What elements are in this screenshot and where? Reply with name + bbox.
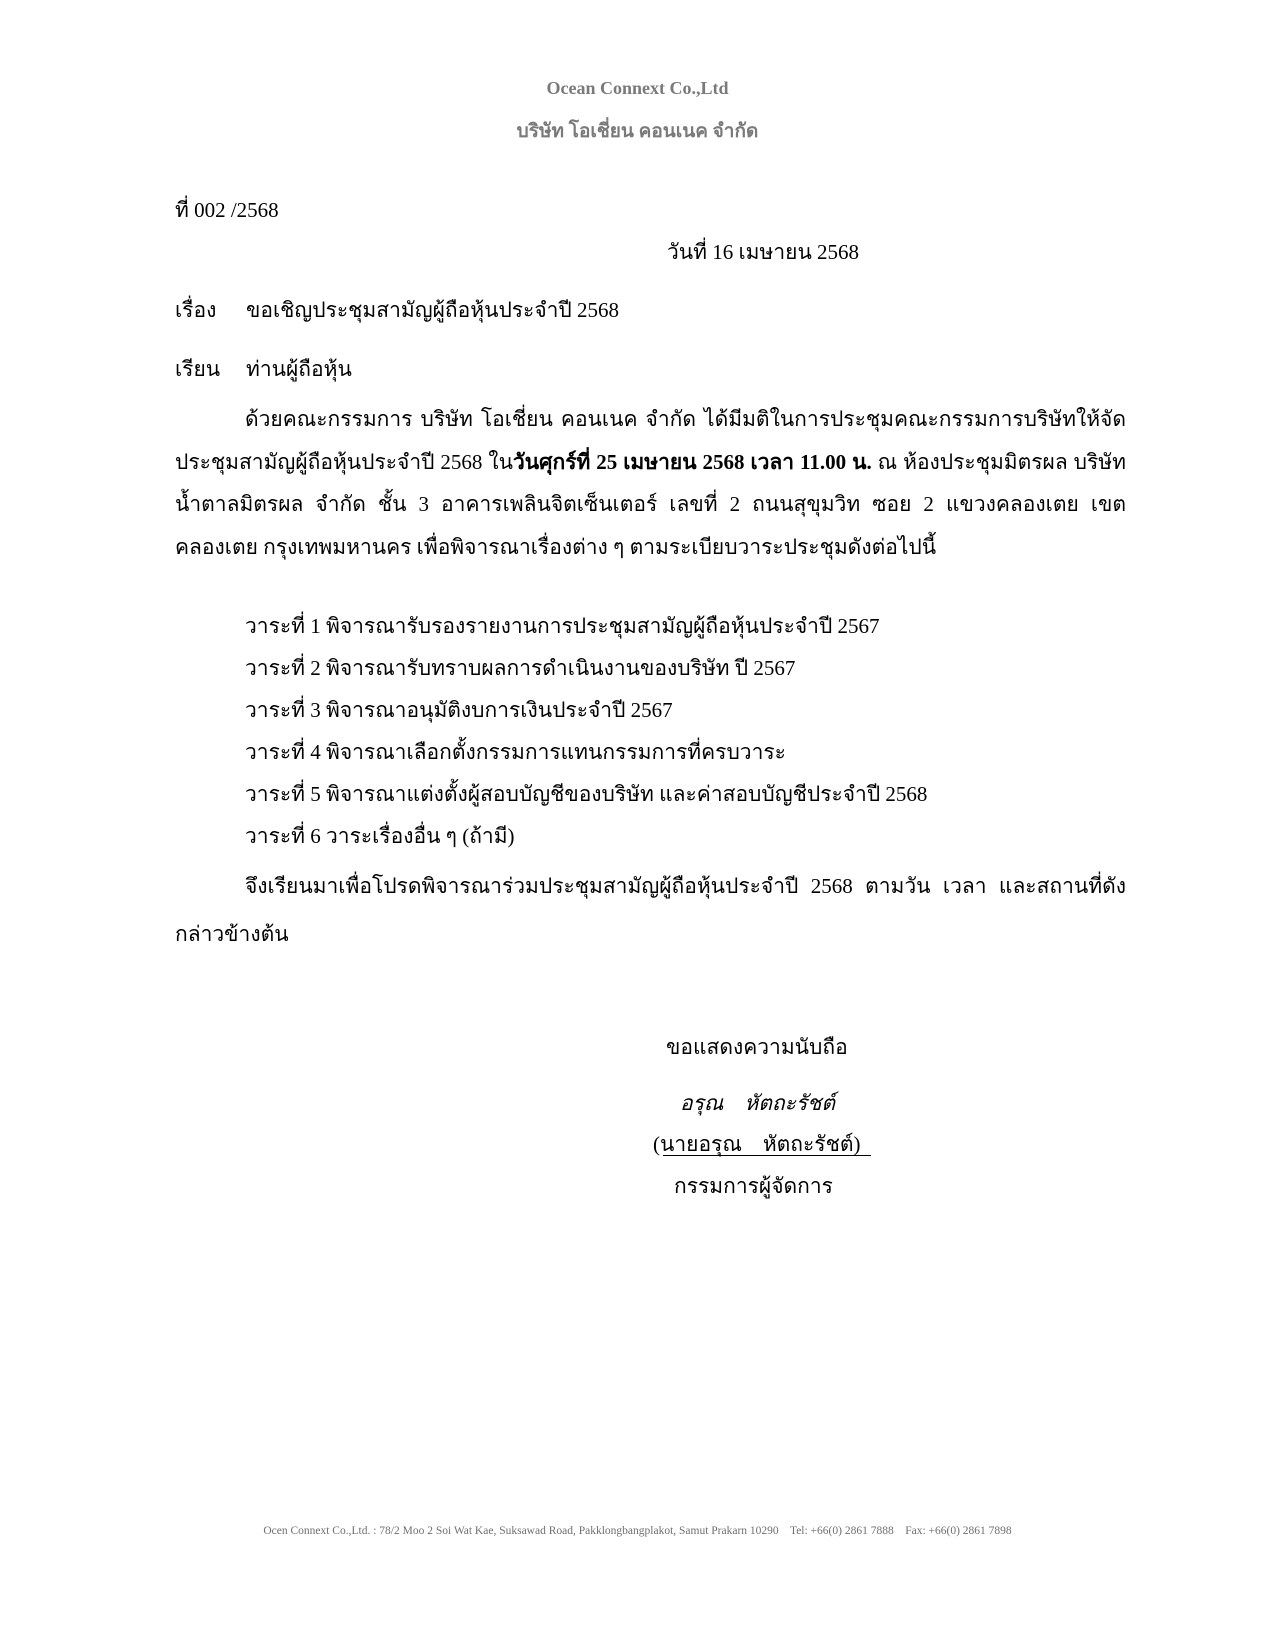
handwritten-signature: อรุณ หัตถะรัชต์ — [680, 1091, 836, 1115]
meeting-datetime: วันศุกร์ที่ 25 เมษายน 2568 เวลา 11.00 น. — [513, 449, 872, 474]
agenda-item: วาระที่ 3 พิจารณาอนุมัติงบการเงินประจำปี 2567 — [245, 698, 673, 722]
subject-text: ขอเชิญประชุมสามัญผู้ถือหุ้นประจำปี 2568 — [246, 298, 620, 322]
footer-address: Ocen Connext Co.,Ltd. : 78/2 Moo 2 Soi Wat Kae, Suksawad Road, Pakklongbangplakot, Samut Prakarn 10290 Tel: +66(0) 2861 7888 Fax: +66(0) 2861 7898 — [263, 1525, 1012, 1537]
salutation-label: เรียน — [175, 357, 221, 381]
agenda-list — [245, 612, 927, 864]
letter-date: วันที่ 16 เมษายน 2568 — [667, 240, 860, 264]
agenda-item: วาระที่ 5 พิจารณาแต่งตั้งผู้สอบบัญชีของบริษัท และค่าสอบบัญชีประจำปี 2568 — [245, 782, 928, 806]
signatory-position: กรรมการผู้จัดการ — [674, 1174, 833, 1198]
company-name-th: บริษัท โอเชี่ยน คอนเนค จำกัด — [516, 121, 759, 142]
agenda-item: วาระที่ 4 พิจารณาเลือกตั้งกรรมการแทนกรรมการที่ครบวาระ — [245, 740, 786, 764]
body-intro: ด้วยคณะกรรมการ บริษัท โอเชี่ยน คอนเนค จำกัด ได้มีมติในการประชุมคณะกรรมการบริษัทให้จัดประชุมสามัญผู้ถือหุ้นประจำปี 2568 ใน — [175, 407, 1126, 474]
signatory-name: (นายอรุณ หัตถะรัชต์) — [653, 1132, 861, 1156]
complimentary-close: ขอแสดงความนับถือ — [666, 1035, 848, 1059]
salutation-text: ท่านผู้ถือหุ้น — [246, 357, 352, 381]
agenda-item: วาระที่ 1 พิจารณารับรองรายงานการประชุมสามัญผู้ถือหุ้นประจำปี 2567 — [245, 614, 880, 638]
meeting-venue: ณ ห้องประชุมมิตรผล บริษัท น้ำตาลมิตรผล จำกัด ชั้น 3 อาคารเพลินจิตเซ็นเตอร์ เลขที่ 2 ถนนสุขุมวิท ซอย 2 แขวงคลองเตย เขตคลองเตย กรุงเทพมหานคร เพื่อพิจารณาเรื่องต่าง ๆ ตามระเบียบวาระประชุมดังต่อไปนี้ — [175, 449, 1126, 559]
closing-paragraph: จึงเรียนมาเพื่อโปรดพิจารณาร่วมประชุมสามัญผู้ถือหุ้นประจำปี 2568 ตามวัน เวลา และสถานที่ดังกล่าวข้างต้น — [175, 874, 1126, 946]
agenda-item: วาระที่ 6 วาระเรื่องอื่น ๆ (ถ้ามี) — [245, 824, 515, 848]
subject-label: เรื่อง — [175, 298, 217, 322]
company-name-en: Ocean Connext Co.,Ltd — [546, 78, 729, 98]
body-paragraph — [175, 398, 1126, 568]
reference-number: ที่ 002 /2568 — [175, 198, 279, 222]
agenda-item: วาระที่ 2 พิจารณารับทราบผลการดำเนินงานของบริษัท ปี 2567 — [245, 656, 796, 680]
